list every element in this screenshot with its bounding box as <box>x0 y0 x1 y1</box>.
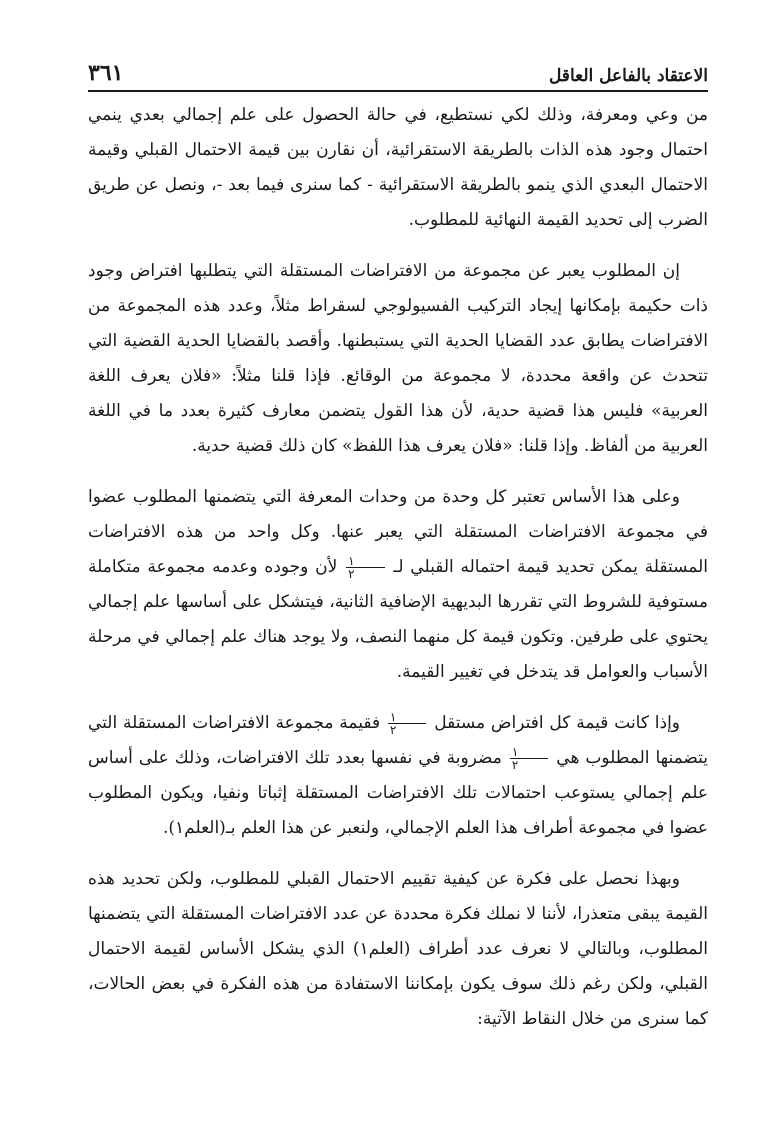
paragraph-4 <box>88 706 708 846</box>
paragraph-1: من وعي ومعرفة، وذلك لكي نستطيع، في حالة الحصول على علم إجمالي بعدي ينمي احتمال وجود هذه الذات بالطريقة الاستقرائية، أن نقارن بين قيمة الاحتمال القبلي وقيمة الاحتمال البعدي الذي ينمو بالطريقة الاستقرائية - كما سنرى فيما بعد -، ونصل عن طريق الضرب إلى تحديد القيمة النهائية للمطلوب. <box>88 105 708 230</box>
fraction-denominator: ٢ <box>348 567 355 581</box>
fraction-numerator: ١ <box>510 746 548 759</box>
body-text <box>88 98 708 1053</box>
page-header <box>88 52 708 86</box>
fraction-numerator: ١ <box>346 555 384 568</box>
paragraph-2: إن المطلوب يعبر عن مجموعة من الافتراضات المستقلة التي يتطلبها افتراض وجود ذات حكيمة بإمكانها إيجاد التركيب الفسيولوجي لسقراط مثلاً، وعدد هذه المجموعة من الافتراضات يطابق عدد القضايا الحدية التي يستبطنها. وأقصد بالقضايا الحدية القضية التي تتحدث عن واقعة محددة، لا مجموعة من الوقائع. فإذا قلنا مثلاً: «فلان يعرف اللغة العربية» فليس هذا قضية حدية، لأن هذا القول يتضمن معارف كثيرة بعدد ما في اللغة العربية من ألفاظ. وإذا قلنا: «فلان يعرف هذا اللفظ» كان ذلك قضية حدية. <box>88 261 708 456</box>
paragraph-3-part-2: لأن وجوده وعدمه مجموعة متكاملة مستوفية للشروط التي تقررها البديهية الإضافية الثانية، فيتشكل على أساسها علم إجمالي يحتوي على طرفين. وتكون قيمة كل منهما النصف، ولا يوجد هناك علم إجمالي في مرحلة الأسباب والعوامل قد يتدخل في تغيير القيمة. <box>88 557 708 682</box>
paragraph-5: وبهذا نحصل على فكرة عن كيفية تقييم الاحتمال القبلي للمطلوب، ولكن تحديد هذه القيمة يبقى متعذرا، لأننا لا نملك فكرة محددة عن عدد الافتراضات المستقلة التي يتضمنها المطلوب، وبالتالي لا نعرف عدد أطراف (العلم١) الذي يشكل الأساس لقيمة الاحتمال القبلي، ولكن رغم ذلك سوف يكون بإمكاننا الاستفادة من هذه الفكرة في بعض الحالات، كما سنرى من خلال النقاط الآتية: <box>88 869 708 1029</box>
paragraph-4-part-1: وإذا كانت قيمة كل افتراض مستقل <box>434 713 681 733</box>
header-rule <box>88 90 708 92</box>
fraction-one-half <box>510 746 548 771</box>
paragraph-4-part-2: فقيمة مجموعة الافتراضات المستقلة التي يتضمنها المطلوب هي <box>88 713 709 768</box>
fraction-numerator: ١ <box>388 711 426 724</box>
paragraph-3-part-1: وعلى هذا الأساس تعتبر كل وحدة من وحدات المعرفة التي يتضمنها المطلوب عضوا في مجموعة الافتراضات المستقلة التي يعبر عنها. وكل واحد من هذه الافتراضات المستقلة يمكن تحديد قيمة احتماله القبلي لـ <box>88 487 709 577</box>
fraction-one-half <box>346 555 384 580</box>
paragraph-4-part-3: مضروبة في نفسها بعدد تلك الافتراضات، وذلك على أساس علم إجمالي يستوعب احتمالات تلك الافتراضات المستقلة إثباتا ونفيا، ويكون المطلوب عضوا في مجموعة أطراف هذا العلم الإجمالي، ولنعبر عن هذا العلم بـ(العلم١). <box>88 748 708 838</box>
running-title: الاعتقاد بالفاعل العاقل <box>548 66 708 86</box>
fraction-denominator: ٢ <box>389 723 397 737</box>
fraction-denominator: ٢ <box>511 758 519 772</box>
page-number: ٣٦١ <box>88 60 124 86</box>
fraction-one-half <box>388 711 426 736</box>
paragraph-3 <box>88 480 708 690</box>
